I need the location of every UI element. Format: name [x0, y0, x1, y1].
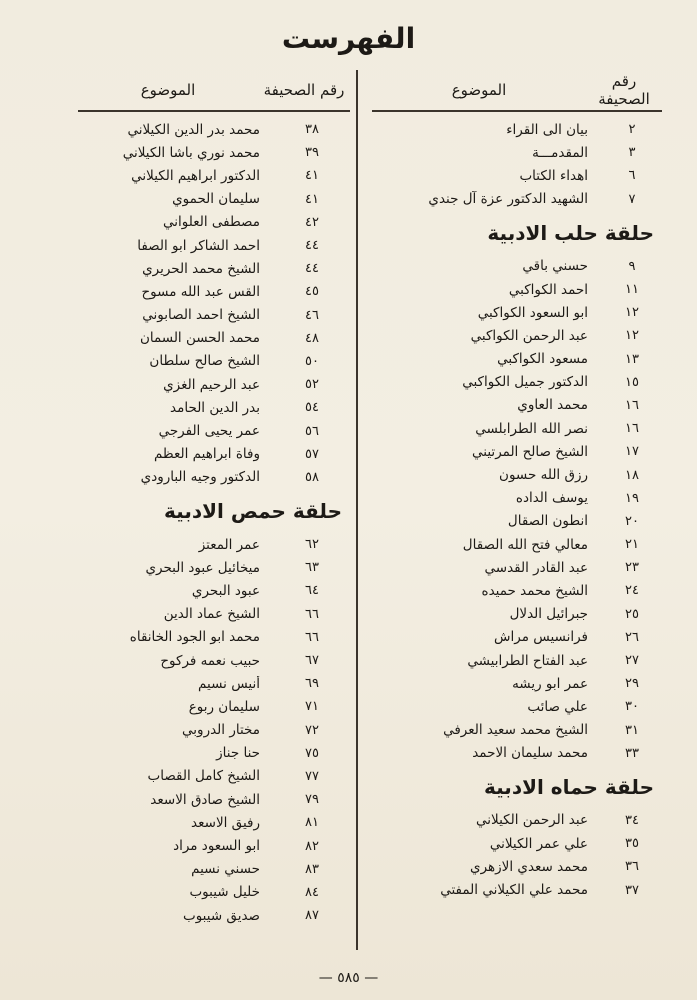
- entry-page-number: ٢٤: [625, 583, 639, 599]
- index-entry: [78, 649, 350, 672]
- index-entry: [372, 855, 662, 878]
- entry-subject: حسني باقي: [522, 258, 588, 275]
- entry-page-number: ٤١: [305, 191, 319, 207]
- index-entry: [78, 765, 350, 788]
- entry-page-number: ١٢: [625, 328, 639, 344]
- entry-subject: معالي فتح الله الصقال: [462, 536, 588, 553]
- entry-subject: القس عبد الله مسوح: [141, 283, 260, 300]
- entry-page-number: ٩: [628, 258, 636, 274]
- index-entry: [372, 832, 662, 855]
- section-title-homs: حلقة حمص الادبية: [164, 499, 342, 523]
- index-entry: [372, 510, 662, 533]
- index-entry: [372, 719, 662, 742]
- entry-subject: رفيق الاسعد: [191, 814, 260, 831]
- page-footer-number: — ٥٨٥ —: [318, 970, 379, 986]
- index-entry: [78, 466, 350, 489]
- homs-list: [78, 533, 350, 927]
- entry-page-number: ٦٢: [305, 537, 319, 553]
- left-column: [78, 70, 350, 927]
- index-entry: [78, 719, 350, 742]
- entry-page-number: ٧١: [305, 699, 319, 715]
- entry-page-number: ٤٦: [305, 307, 319, 323]
- entry-subject: حبيب نعمه فركوح: [160, 652, 260, 669]
- entry-subject: صديق شيبوب: [183, 907, 260, 924]
- index-entry: [78, 904, 350, 927]
- index-entry: [78, 164, 350, 187]
- index-entry: [372, 188, 662, 211]
- entry-subject: بدر الدين الحامد: [170, 399, 260, 416]
- index-entry: [372, 649, 662, 672]
- entry-subject: الشيخ صالح المرتيني: [472, 443, 588, 460]
- entry-page-number: ٦٩: [305, 676, 319, 692]
- entry-page-number: ٥٦: [305, 423, 319, 439]
- entry-subject: محمد ابو الجود الخانقاه: [129, 629, 260, 646]
- index-entry: [372, 440, 662, 463]
- entry-subject: ابو السعود الكواكبي: [477, 304, 588, 321]
- index-entry: [372, 141, 662, 164]
- section-title-aleppo: حلقة حلب الادبية: [487, 220, 654, 245]
- right-rows: [372, 118, 662, 902]
- entry-subject: المقدمـــة: [532, 144, 588, 161]
- entry-page-number: ٨١: [305, 815, 319, 831]
- index-entry: [372, 301, 662, 324]
- entry-subject: بيان الى القراء: [506, 121, 588, 138]
- entry-subject: رزق الله حسون: [499, 467, 588, 484]
- entry-subject: مسعود الكواكبي: [497, 351, 588, 368]
- entry-subject: انطون الصقال: [507, 513, 588, 530]
- entry-page-number: ٦٦: [305, 606, 319, 622]
- index-entry: [372, 417, 662, 440]
- entry-subject: عمر المعتز: [198, 536, 260, 553]
- index-entry: [78, 788, 350, 811]
- entry-page-number: ٨٤: [305, 884, 319, 900]
- entry-subject: يوسف الداده: [515, 490, 588, 507]
- entry-page-number: ٥٠: [305, 353, 319, 369]
- entry-page-number: ٢١: [625, 537, 639, 553]
- entry-subject: احمد الكواكبي: [508, 281, 588, 298]
- index-entry: [78, 579, 350, 602]
- entry-page-number: ٣٦: [625, 859, 639, 875]
- entry-subject: عبد الرحيم الغزي: [163, 376, 260, 393]
- page-title: الفهرست: [281, 22, 416, 55]
- entry-page-number: ٦٣: [305, 560, 319, 576]
- entry-page-number: ٣: [628, 145, 636, 161]
- index-entry: [372, 626, 662, 649]
- index-entry: [372, 603, 662, 626]
- page-number-header: رقم الصحيفة: [598, 72, 650, 108]
- left-column-header: [78, 70, 350, 112]
- index-entry: [372, 324, 662, 347]
- section-title-hama: حلقة حماه الادبية: [484, 774, 654, 799]
- entry-page-number: ٢٣: [625, 560, 639, 576]
- entry-page-number: ٧٧: [305, 768, 319, 784]
- right-column-header: [372, 70, 662, 112]
- entry-page-number: ٦٦: [305, 629, 319, 645]
- entry-subject: عمر يحيى الفرجي: [158, 423, 260, 440]
- entry-page-number: ١٧: [625, 444, 639, 460]
- index-entry: [372, 533, 662, 556]
- entry-subject: سليمان ربوع: [188, 698, 260, 715]
- index-entry: [372, 878, 662, 901]
- entry-subject: خليل شيبوب: [189, 884, 260, 901]
- entry-page-number: ٢٠: [625, 513, 639, 529]
- entry-subject: علي عمر الكيلاني: [489, 835, 588, 852]
- entry-subject: مصطفى العلواني: [163, 214, 260, 231]
- entry-page-number: ٧: [628, 191, 636, 207]
- entry-subject: محمد سليمان الاحمد: [472, 745, 588, 762]
- entry-subject: الشيخ احمد الصابوني: [142, 307, 260, 324]
- entry-page-number: ٣٤: [625, 812, 639, 828]
- entry-subject: محمد الحسن السمان: [139, 330, 260, 347]
- index-entry: [78, 834, 350, 857]
- entry-page-number: ٣٩: [305, 145, 319, 161]
- index-entry: [78, 742, 350, 765]
- subject-header: الموضوع: [451, 81, 507, 99]
- entry-page-number: ٦٧: [305, 653, 319, 669]
- entry-page-number: ٣٠: [625, 699, 639, 715]
- index-entry: [372, 348, 662, 371]
- index-entry: [78, 881, 350, 904]
- index-entry: [372, 371, 662, 394]
- entry-page-number: ٤٨: [305, 330, 319, 346]
- entry-subject: اهداء الكتاب: [519, 167, 588, 184]
- index-entry: [372, 487, 662, 510]
- entry-subject: ميخائيل عبود البحري: [145, 559, 260, 576]
- entry-subject: الدكتور وجيه البارودي: [140, 469, 260, 486]
- entry-subject: محمد بدر الدين الكيلاني: [127, 121, 260, 138]
- entry-page-number: ٨٣: [305, 861, 319, 877]
- index-entry: [78, 327, 350, 350]
- entry-page-number: ٤٤: [305, 238, 319, 254]
- index-entry: [78, 396, 350, 419]
- entry-subject: سليمان الحموي: [172, 191, 260, 208]
- entry-page-number: ٨٧: [305, 908, 319, 924]
- index-entry: [78, 234, 350, 257]
- entry-page-number: ٤٥: [305, 284, 319, 300]
- entry-subject: عبد الفتاح الطرابيشي: [467, 652, 588, 669]
- entry-subject: الدكتور ابراهيم الكيلاني: [131, 167, 260, 184]
- index-entry: [78, 695, 350, 718]
- index-entry: [372, 672, 662, 695]
- index-entry: [78, 211, 350, 234]
- index-entry: [78, 350, 350, 373]
- entry-page-number: ٦٤: [305, 583, 319, 599]
- page-number-header: رقم الصحيفة: [263, 81, 345, 99]
- entry-subject: محمد نوري باشا الكيلاني: [122, 144, 260, 161]
- index-entry: [78, 443, 350, 466]
- entry-subject: الشهيد الدكتور عزة آل جندي: [428, 191, 588, 208]
- index-entry: [78, 280, 350, 303]
- entry-page-number: ٥٢: [305, 377, 319, 393]
- entry-page-number: ١٨: [625, 467, 639, 483]
- entry-page-number: ٤١: [305, 168, 319, 184]
- index-entry: [372, 695, 662, 718]
- index-entry: [78, 304, 350, 327]
- entry-subject: عبد القادر القدسي: [484, 559, 588, 576]
- entry-subject: عمر ابو ريشه: [512, 675, 588, 692]
- entry-page-number: ٤٢: [305, 214, 319, 230]
- entry-subject: حنا جناز: [216, 745, 260, 762]
- entry-page-number: ٢: [628, 122, 636, 138]
- entry-page-number: ٤٤: [305, 261, 319, 277]
- entry-subject: عبد الرحمن الكيلاني: [476, 812, 588, 829]
- entry-subject: حسني نسيم: [191, 861, 260, 878]
- entry-subject: احمد الشاكر ابو الصفا: [137, 237, 260, 254]
- entry-subject: الدكتور جميل الكواكبي: [462, 374, 588, 391]
- entry-page-number: ٣٨: [305, 122, 319, 138]
- index-entry: [78, 603, 350, 626]
- right-column: [372, 70, 662, 902]
- index-entry: [372, 255, 662, 278]
- entry-subject: علي صائب: [527, 698, 588, 715]
- entry-page-number: ١٦: [625, 397, 639, 413]
- entry-subject: عبد الرحمن الكواكبي: [470, 327, 588, 344]
- entry-subject: محمد علي الكيلاني المفتي: [440, 882, 588, 899]
- entry-subject: الشيخ صادق الاسعد: [150, 791, 260, 808]
- left-rows: [78, 118, 350, 927]
- entry-page-number: ٥٧: [305, 446, 319, 462]
- aleppo-list: [372, 255, 662, 765]
- index-entry: [372, 118, 662, 141]
- entry-page-number: ٥٤: [305, 400, 319, 416]
- index-entry: [372, 394, 662, 417]
- entry-subject: الشيخ محمد حميده: [481, 582, 588, 599]
- entry-page-number: ٣١: [625, 722, 639, 738]
- entry-page-number: ٧٥: [305, 745, 319, 761]
- entry-page-number: ١٢: [625, 305, 639, 321]
- index-entry: [78, 257, 350, 280]
- entry-subject: الشيخ محمد الحريري: [142, 260, 260, 277]
- entry-page-number: ٢٦: [625, 629, 639, 645]
- index-entry: [78, 188, 350, 211]
- index-entry: [78, 419, 350, 442]
- entry-page-number: ١٩: [625, 490, 639, 506]
- entry-subject: الشيخ كامل القصاب: [147, 768, 260, 785]
- entry-page-number: ٧٩: [305, 792, 319, 808]
- entry-subject: محمد سعدي الازهري: [470, 858, 588, 875]
- hama-list: [372, 809, 662, 902]
- entry-page-number: ٦: [628, 168, 636, 184]
- subject-header: الموضوع: [140, 81, 196, 99]
- index-entry: [78, 556, 350, 579]
- entry-subject: جبرائيل الدلال: [509, 606, 588, 623]
- entry-page-number: ٣٧: [625, 882, 639, 898]
- index-entry: [372, 164, 662, 187]
- entry-subject: ابو السعود مراد: [173, 838, 260, 855]
- index-entry: [78, 672, 350, 695]
- entry-page-number: ٣٣: [625, 745, 639, 761]
- index-entry: [78, 811, 350, 834]
- entry-page-number: ٨٢: [305, 838, 319, 854]
- index-entry: [372, 579, 662, 602]
- entry-subject: أنيس نسيم: [198, 675, 260, 692]
- entry-subject: الشيخ محمد سعيد العرفي: [443, 722, 588, 739]
- index-entry: [78, 626, 350, 649]
- entry-page-number: ١١: [625, 282, 639, 298]
- entry-page-number: ٥٨: [305, 469, 319, 485]
- column-divider: [356, 70, 358, 950]
- entry-page-number: ١٦: [625, 421, 639, 437]
- entry-page-number: ٣٥: [625, 836, 639, 852]
- entry-subject: فرانسيس مراش: [494, 629, 588, 646]
- entry-page-number: ٢٧: [625, 653, 639, 669]
- entry-subject: نصر الله الطرابلسي: [475, 420, 588, 437]
- entry-page-number: ١٣: [625, 351, 639, 367]
- index-entry: [372, 742, 662, 765]
- index-entry: [372, 463, 662, 486]
- entry-subject: مختار الدروبي: [182, 722, 260, 739]
- entry-subject: وفاة ابراهيم العظم: [153, 446, 260, 463]
- index-entry: [372, 556, 662, 579]
- entry-subject: الشيخ صالح سلطان: [149, 353, 260, 370]
- index-entry: [372, 278, 662, 301]
- entry-page-number: ١٥: [625, 374, 639, 390]
- entry-page-number: ٢٥: [625, 606, 639, 622]
- index-entry: [78, 118, 350, 141]
- hama-continued-list: [78, 118, 350, 489]
- entry-subject: عبود البحري: [191, 582, 260, 599]
- entry-page-number: ٧٢: [305, 722, 319, 738]
- entry-subject: الشيخ عماد الدين: [163, 606, 260, 623]
- entry-subject: محمد العاوي: [517, 397, 588, 414]
- index-entry: [78, 373, 350, 396]
- intro-list: [372, 118, 662, 211]
- index-entry: [78, 141, 350, 164]
- entry-page-number: ٢٩: [625, 676, 639, 692]
- index-entry: [372, 809, 662, 832]
- index-entry: [78, 533, 350, 556]
- index-entry: [78, 858, 350, 881]
